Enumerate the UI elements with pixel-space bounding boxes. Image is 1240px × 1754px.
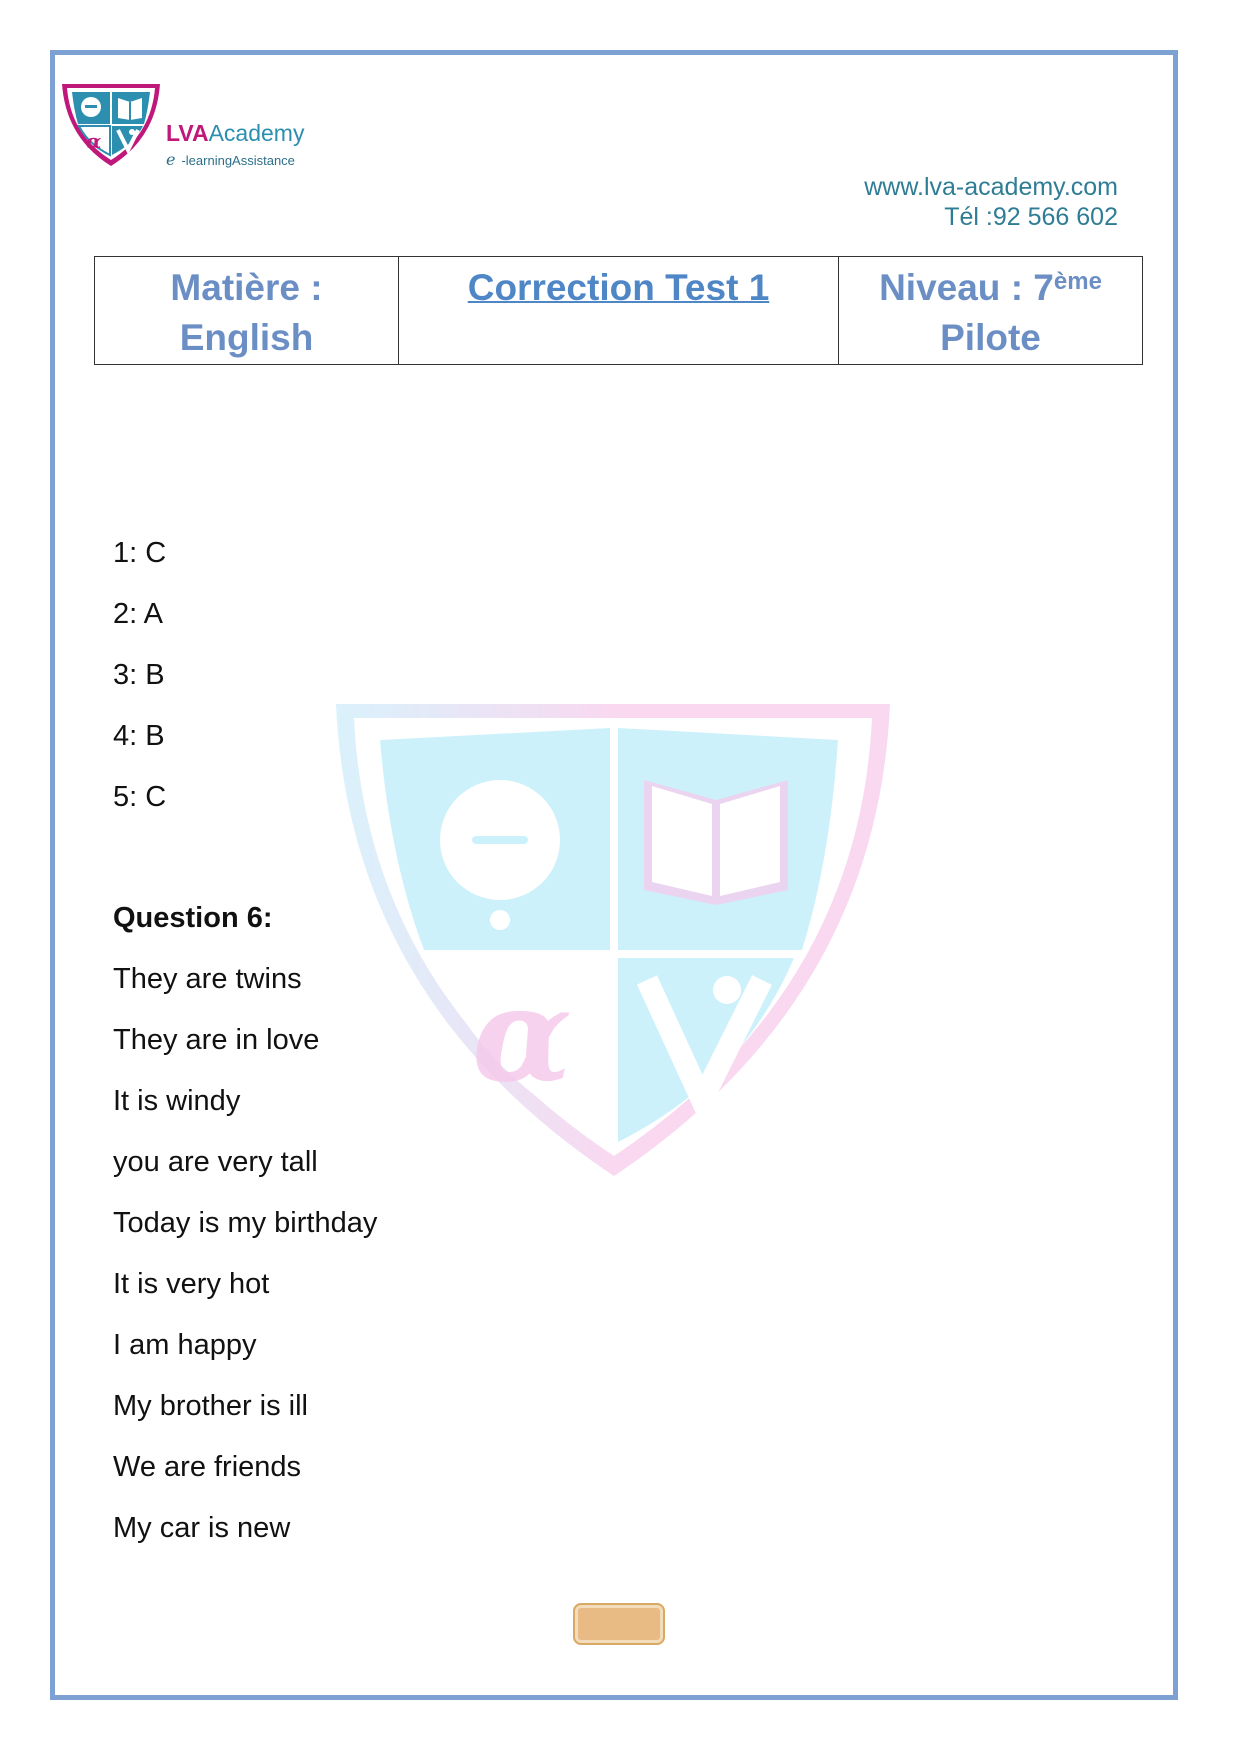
contact-info: [864, 172, 1118, 232]
question-6-line: Today is my birthday: [113, 1207, 378, 1239]
subject-label: Matière :: [170, 267, 323, 308]
brand-subtitle: [166, 150, 304, 169]
answer-1: 1: C: [113, 537, 167, 569]
title-cell: [399, 257, 839, 365]
brand-name-academy: Academy: [208, 120, 305, 146]
brand-subtitle-text: -learningAssistance: [181, 153, 295, 168]
question-6-line: They are in love: [113, 1024, 320, 1056]
level-cell: [839, 257, 1143, 365]
answer-5: 5: C: [113, 781, 167, 813]
question-6-line: We are friends: [113, 1451, 302, 1483]
subject-value: English: [179, 317, 314, 358]
question-6-line: My car is new: [113, 1512, 291, 1544]
document-title: Correction Test 1: [467, 267, 770, 308]
phone-text: Tél :92 566 602: [944, 203, 1118, 231]
lva-academy-logo: [58, 80, 164, 168]
svg-text:α: α: [472, 958, 573, 1111]
answer-2: 2: A: [113, 598, 163, 630]
header-table: [94, 256, 1143, 365]
brand-name-lva: LVA: [166, 120, 209, 146]
level-label-text: Niveau : 7: [879, 267, 1054, 308]
question-6-line: They are twins: [113, 963, 302, 995]
question-6-line: My brother is ill: [113, 1390, 308, 1422]
page-number-tab: [573, 1603, 665, 1645]
level-label: [840, 263, 1141, 313]
question-6-line: I am happy: [113, 1329, 257, 1361]
watermark-logo: [332, 700, 894, 1180]
subject-cell: [95, 257, 399, 365]
brand-name: [166, 120, 304, 146]
answer-3: 3: B: [113, 659, 165, 691]
svg-text:α: α: [86, 129, 102, 153]
level-value: Pilote: [940, 317, 1041, 358]
level-superscript: ème: [1053, 268, 1102, 295]
question-6-line: you are very tall: [113, 1146, 318, 1178]
website-text: www.lva-academy.com: [864, 173, 1118, 201]
question-6-heading: Question 6:: [113, 902, 273, 934]
question-6-line: It is very hot: [113, 1268, 270, 1300]
brand-subtitle-e: e: [166, 150, 176, 169]
answer-4: 4: B: [113, 720, 165, 752]
brand: [166, 120, 304, 169]
question-6-line: It is windy: [113, 1085, 241, 1117]
question-6-section: [113, 895, 377, 1566]
answers-list: [113, 530, 166, 835]
